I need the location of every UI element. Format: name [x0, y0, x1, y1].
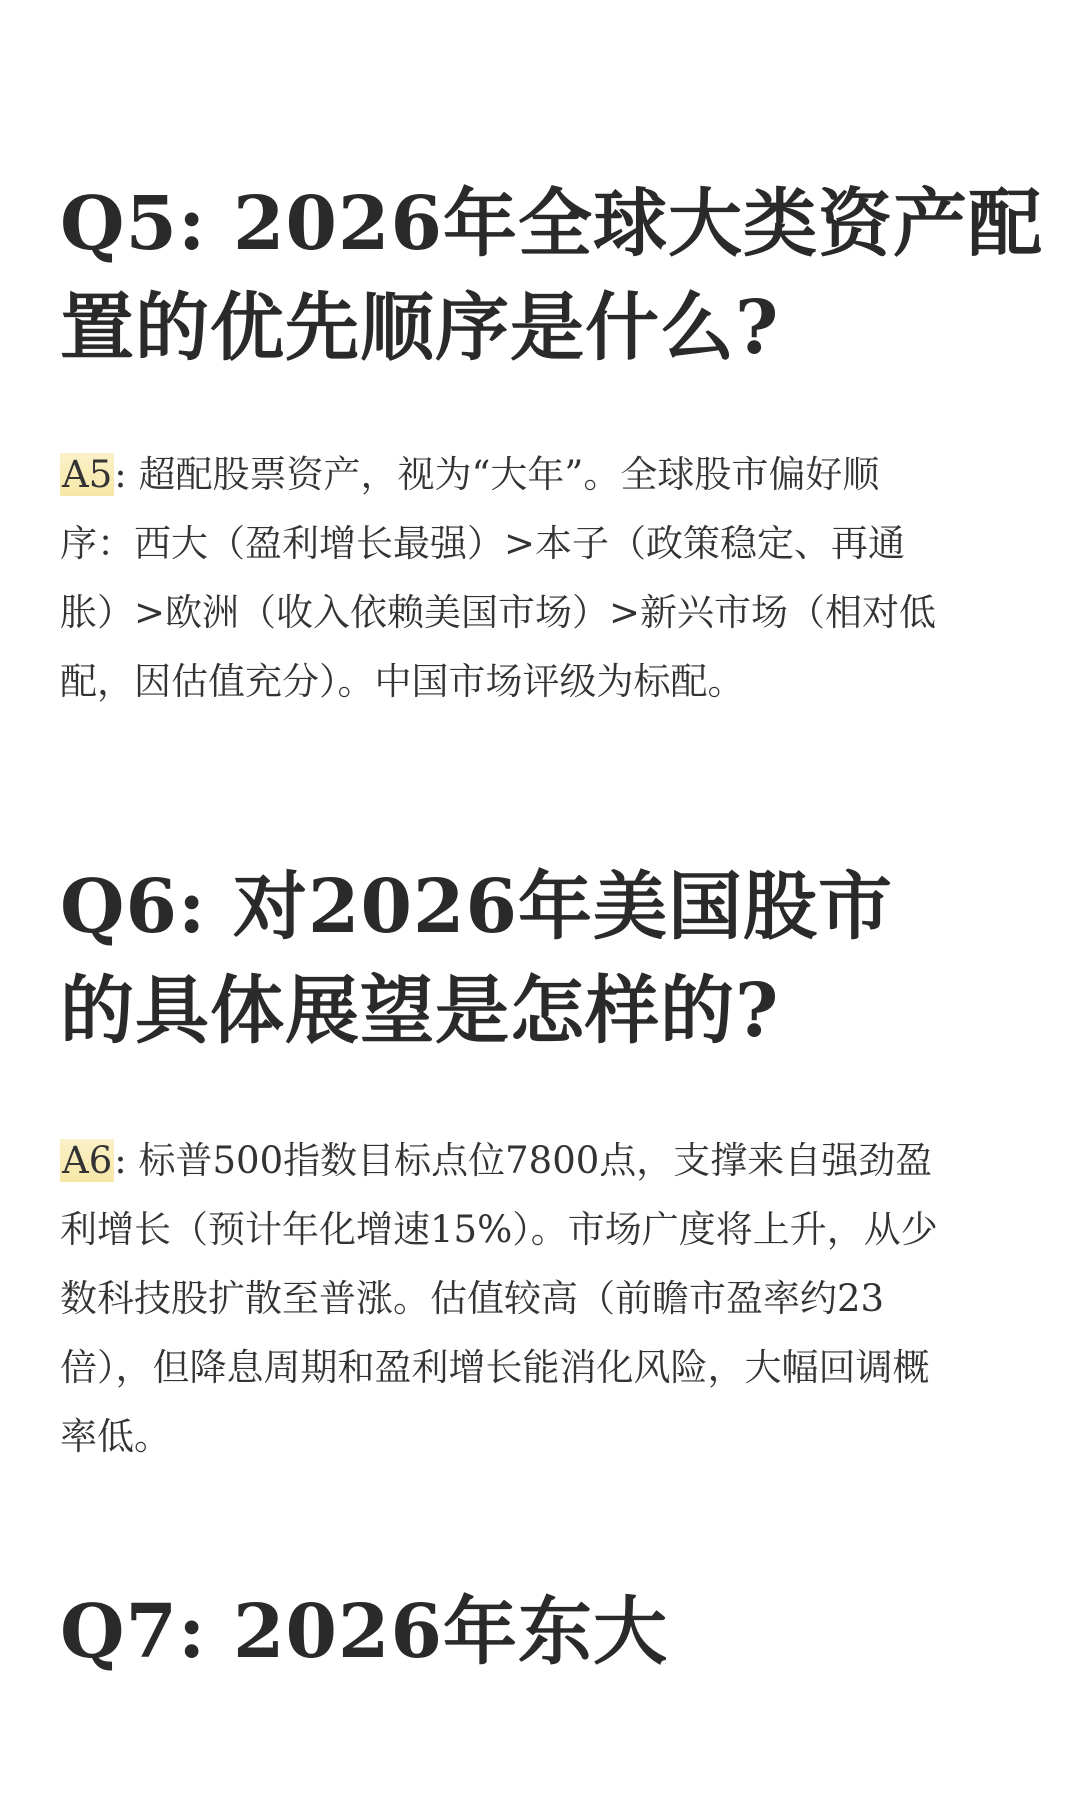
answer-line: 倍），但降息周期和盈利增长能消化风险，大幅回调概	[60, 1346, 930, 1389]
question-line: 置的优先顺序是什么?	[60, 285, 780, 371]
answer-line	[60, 440, 1020, 509]
answer-tag-highlight: A6	[62, 1139, 113, 1182]
answer-text: : 超配股票资产，视为“大年”。全球股市偏好顺	[114, 453, 880, 496]
question-line: Q6: 对2026年美国股市	[60, 864, 893, 950]
answer-line: 利增长（预计年化增速15%）。市场广度将上升，从少	[60, 1208, 938, 1251]
question-line: Q7: 2026年东大	[60, 1589, 668, 1675]
answer-paragraph-a6	[60, 1126, 1020, 1471]
answer-line: 序：西大（盈利增长最强）>本子（政策稳定、再通	[60, 522, 906, 565]
answer-line: 配，因估值充分）。中国市场评级为标配。	[60, 660, 745, 703]
answer-text: : 标普500指数目标点位7800点，支撑来自强劲盈	[114, 1139, 933, 1182]
question-line: Q5: 2026年全球大类资产配	[60, 181, 1043, 267]
answer-tag-highlight: A5	[62, 453, 113, 496]
answer-line: 数科技股扩散至普涨。估值较高（前瞻市盈率约23	[60, 1277, 885, 1320]
answer-paragraph-a5	[60, 440, 1020, 716]
answer-line	[60, 1126, 1020, 1195]
question-heading-q5	[60, 172, 1043, 380]
question-line: 的具体展望是怎样的?	[60, 968, 780, 1054]
question-heading-q7	[60, 1580, 1020, 1684]
answer-line: 率低。	[60, 1415, 171, 1458]
question-heading-q6	[60, 855, 1020, 1063]
answer-line: 胀）>欧洲（收入依赖美国市场）>新兴市场（相对低	[60, 591, 937, 634]
